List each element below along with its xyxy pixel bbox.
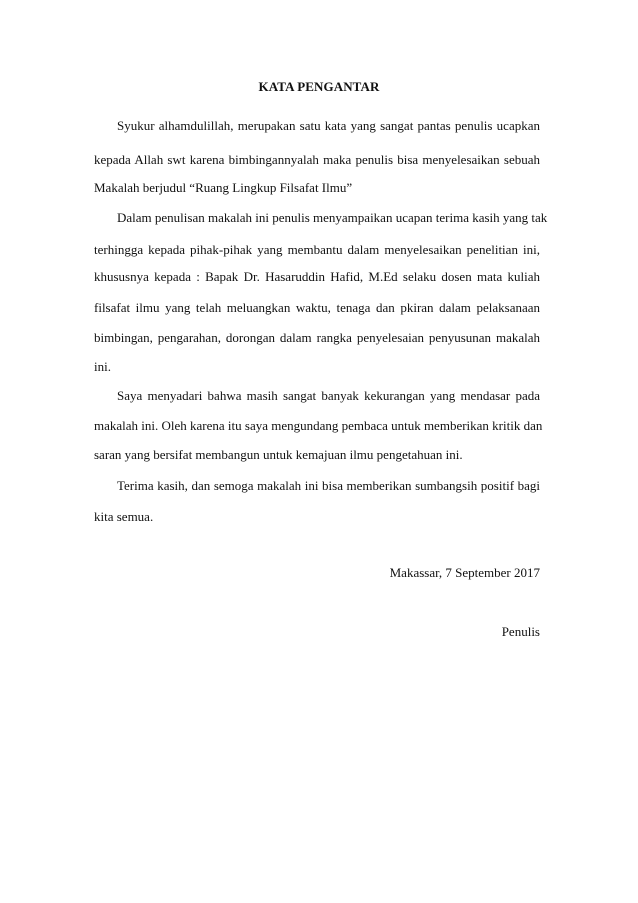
paragraph-line: filsafat ilmu yang telah meluangkan waktu, tenaga dan pkiran dalam pelaksanaan	[94, 300, 540, 315]
paragraph-line: Saya menyadari bahwa masih sangat banyak kekurangan yang mendasar pada	[117, 388, 540, 403]
paragraph-line: ini.	[94, 359, 111, 374]
place-date: Makassar, 7 September 2017	[389, 565, 540, 580]
paragraph-line: khususnya kepada : Bapak Dr. Hasaruddin Hafid, M.Ed selaku dosen mata kuliah	[94, 269, 540, 284]
paragraph-line: kita semua.	[94, 509, 154, 524]
paragraph-line: makalah ini. Oleh karena itu saya mengundang pembaca untuk memberikan kritik dan	[94, 418, 543, 433]
page-title: KATA PENGANTAR	[258, 79, 380, 94]
paragraph-line: Makalah berjudul “Ruang Lingkup Filsafat Ilmu”	[94, 180, 353, 195]
signature: Penulis	[501, 624, 540, 639]
paragraph-line: bimbingan, pengarahan, dorongan dalam rangka penyelesaian penyusunan makalah	[94, 330, 540, 345]
paragraph-line: Dalam penulisan makalah ini penulis menyampaikan ucapan terima kasih yang tak	[117, 210, 548, 225]
paragraph-line: terhingga kepada pihak-pihak yang membantu dalam menyelesaikan penelitian ini,	[94, 242, 540, 257]
paragraph-line: Syukur alhamdulillah, merupakan satu kata yang sangat pantas penulis ucapkan	[117, 118, 540, 133]
paragraph-line: Terima kasih, dan semoga makalah ini bisa memberikan sumbangsih positif bagi	[117, 478, 540, 493]
paragraph-line: kepada Allah swt karena bimbingannyalah maka penulis bisa menyelesaikan sebuah	[94, 152, 540, 167]
paragraph-line: saran yang bersifat membangun untuk kemajuan ilmu pengetahuan ini.	[94, 447, 463, 462]
